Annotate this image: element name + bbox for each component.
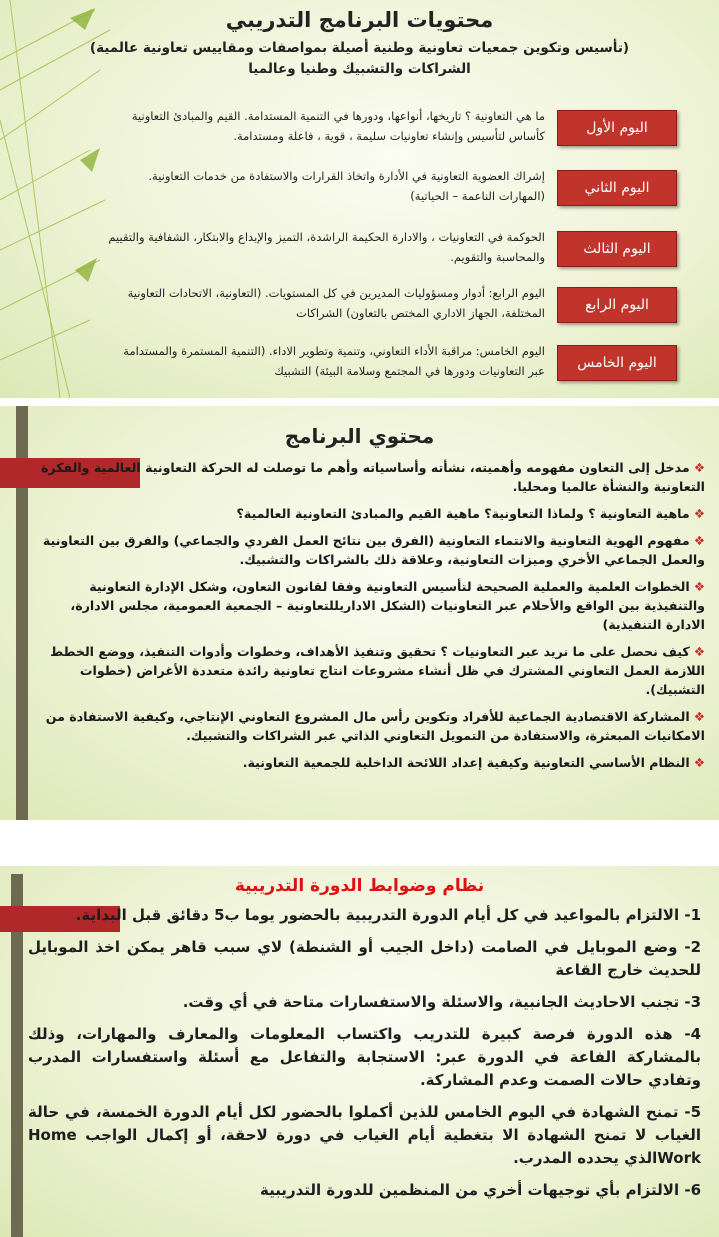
slide-program-contents bbox=[0, 0, 719, 398]
day-2-description: إشراك العضوية التعاونية في الأدارة واتخاذ القرارات والاستفادة من خدمات التعاونية. (المهارات الناعمة – الحياتية) bbox=[148, 169, 545, 203]
day-4-button[interactable]: اليوم الرابع bbox=[557, 287, 677, 323]
day-row-1 bbox=[95, 106, 685, 154]
day-5-description: اليوم الخامس: مراقبة الأداء التعاوني، وتنمية وتطوير الاداء. (التنمية المستمرة والمستدامة عبر التعاونيات ودورها في المجتمع وسلامة البيئة) التشبيك bbox=[123, 344, 545, 378]
day-5-button[interactable]: اليوم الخامس bbox=[557, 345, 677, 381]
list-item: ❖ماهية التعاونية ؟ ولماذا التعاونية؟ ماهية القيم والمبادئ التعاونية العالمية؟ bbox=[236, 506, 705, 521]
content-list bbox=[36, 458, 705, 780]
list-item: 1- الالتزام بالمواعيد في كل أيام الدورة التدريبية بالحضور يوما ب5 دقائق قبل البداية. bbox=[75, 906, 701, 924]
list-item: 6- الالتزام بأي توجيهات أخري من المنظمين للدورة التدريبية bbox=[259, 1181, 701, 1199]
list-item: ❖المشاركة الاقتصادية الجماعية للأفراد وتكوين رأس مال المشروع التعاوني الإنتاجي، وكيفية الاستفادة من الامكانيات المبعثرة، والاستفادة من التمويل التعاوني الذاتي عبر الشراكات والتشبيك. bbox=[45, 709, 705, 743]
bullet-diamond-icon: ❖ bbox=[693, 644, 705, 659]
rules-list bbox=[28, 904, 701, 1211]
day-row-2 bbox=[95, 166, 685, 214]
list-item: ❖مدخل إلى التعاون مفهومه وأهميته، نشأته وأساسياته وأهم ما توصلت له الحركة التعاونية العالمية والفكرة التعاونية والنشأة عالميا ومحليا. bbox=[40, 460, 705, 494]
day-3-button[interactable]: اليوم الثالث bbox=[557, 231, 677, 267]
page-title: محتويات البرنامج التدريبي bbox=[225, 8, 494, 32]
list-item: 4- هذه الدورة فرصة كبيرة للتدريب واكتساب المعلومات والمعارف والمهارات، وذلك بالمشاركة الفاعة في الدورة عبر: الاستجابة والتفاعل مع أسئلة واستفسارات المدرب وتفادي حالات الصمت وعدم المشاركة. bbox=[28, 1025, 701, 1089]
list-item: ❖مفهوم الهوية التعاونية والانتماء التعاونية (الفرق بين نتائج العمل الفردي والجماعي) والفرق بين التعاونية والعمل الجماعي الأخري وميزات التعاونية، وعلاقة ذلك بالشراكات والتشبيك. bbox=[42, 533, 705, 567]
slide-program-content bbox=[0, 406, 719, 820]
page-title: محتوي البرنامج bbox=[284, 424, 435, 448]
slide-course-rules bbox=[0, 866, 719, 1237]
day-row-5 bbox=[95, 341, 685, 389]
day-1-button[interactable]: اليوم الأول bbox=[557, 110, 677, 146]
bullet-diamond-icon: ❖ bbox=[693, 506, 705, 521]
page-subtitle bbox=[0, 38, 719, 80]
list-item: 3- تجنب الاحاديث الجانبية، والاسئلة والاستفسارات متاحة في أي وقت. bbox=[182, 993, 701, 1011]
day-4-description: اليوم الرابع: أدوار ومسؤوليات المديرين في كل المستويات. (التعاونية، الاتحادات التعاونية المختلفة، الجهاز الاداري المختص بالتعاون) الشراكات bbox=[127, 286, 545, 320]
day-row-4 bbox=[95, 283, 685, 331]
subtitle-line-2: الشراكات والتشبيك وطنيا وعالميا bbox=[248, 61, 471, 77]
day-1-description: ما هي التعاونية ؟ تاريخها، أنواعها، ودورها في التنمية المستدامة. القيم والمبادئ التعاونية كأساس لتأسيس وإنشاء تعاونيات سليمة ، قوية ، فاعلة ومستدامة. bbox=[131, 109, 545, 143]
bullet-diamond-icon: ❖ bbox=[693, 709, 705, 724]
bullet-diamond-icon: ❖ bbox=[693, 579, 705, 594]
list-item: 2- وضع الموبايل في الصامت (داخل الجيب أو الشنطة) لاي سبب قاهر يمكن اخذ الموبايل للحديث خارج القاعة bbox=[28, 938, 701, 979]
day-row-3 bbox=[95, 227, 685, 275]
list-item: ❖كيف نحصل على ما نريد عبر التعاونيات ؟ تحقيق وتنفيذ الأهداف، وخطوات وأدوات التنفيذ، ووضع الخطط اللازمة العمل التعاوني المشترك في ظل أنشاء مشروعات انتاج تعاونية رائدة متعددة الأغراض (خطوات التشبيك). bbox=[50, 644, 705, 697]
list-item: 5- تمنح الشهادة في اليوم الخامس للذين أكملوا بالحضور لكل أيام الدورة الخمسة، في حالة الغياب لا تمنح الشهادة الا بتغطية أيام الغياب في دورة لاحقة، أو إكمال الواجب Home Workالذي يحدده المدرب. bbox=[28, 1103, 701, 1167]
list-item: ❖النظام الأساسي التعاونية وكيفية إعداد اللائحة الداخلية للجمعية التعاونية. bbox=[242, 755, 705, 770]
day-2-button[interactable]: اليوم الثاني bbox=[557, 170, 677, 206]
page-title: نظام وضوابط الدورة التدريبية bbox=[234, 876, 485, 896]
day-3-description: الحوكمة في التعاونيات ، والادارة الحكيمة الراشدة، التميز والإبداع والابتكار، الشفافية والتقييم والمحاسبة والتقويم. bbox=[108, 230, 545, 264]
list-item: ❖الخطوات العلمية والعملية الصحيحة لتأسيس التعاونية وفقا لقانون التعاون، وشكل الإدارة التعاونية والتنفيذية بين الواقع والأحلام عبر التعاونيات (الشكل الاداريللتعاونية – الجمعية العمومية، مجلس الادارة، الادارة التنفيذية) bbox=[70, 579, 705, 632]
subtitle-line-1: (تأسيس وتكوين جمعيات تعاونية وطنية أصيلة بمواصفات ومقاييس تعاونية عالمية) bbox=[89, 40, 630, 56]
bullet-diamond-icon: ❖ bbox=[693, 533, 705, 548]
bullet-diamond-icon: ❖ bbox=[693, 755, 705, 770]
bullet-diamond-icon: ❖ bbox=[693, 460, 705, 475]
